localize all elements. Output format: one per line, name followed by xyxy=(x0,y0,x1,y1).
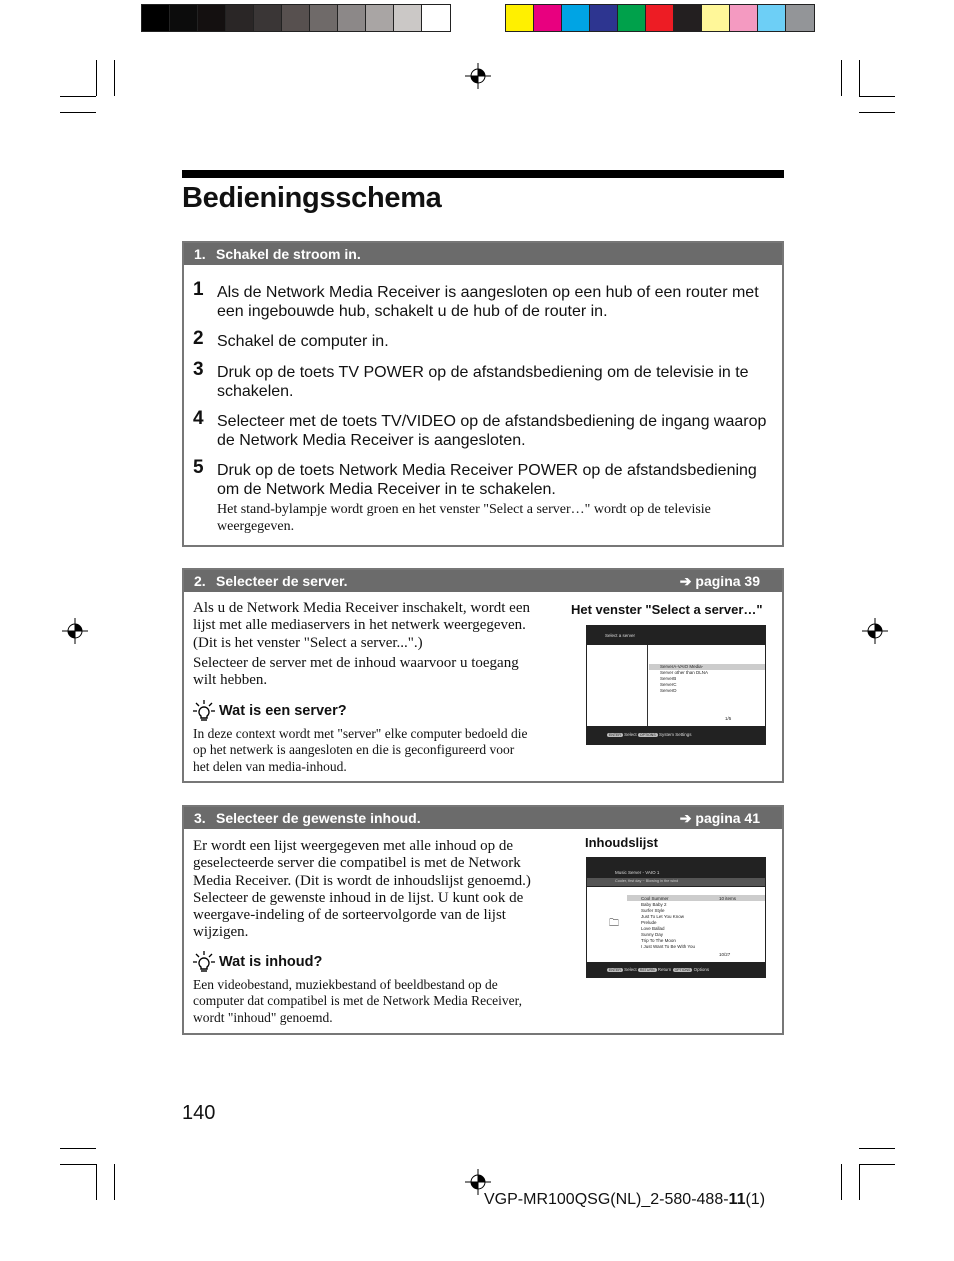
tip-title: Wat is een server? xyxy=(219,703,347,719)
section-header xyxy=(184,243,782,265)
track-item[interactable]: Trip To The Moon xyxy=(641,938,676,943)
options-key: OPTIONS xyxy=(639,733,656,737)
color-swatch xyxy=(366,5,394,31)
color-swatch xyxy=(590,5,618,31)
color-swatch xyxy=(394,5,422,31)
registration-mark-icon xyxy=(862,618,888,644)
track-item[interactable]: Baby Baby 2 xyxy=(641,902,667,907)
color-swatch xyxy=(422,5,450,31)
tip-title: Wat is inhoud? xyxy=(219,954,323,970)
footer-label: Select xyxy=(624,732,637,737)
color-swatch xyxy=(786,5,814,31)
select-server-screen xyxy=(586,625,766,745)
footer-label: Options xyxy=(693,967,710,972)
step-text: Druk op de toets TV POWER op de afstandsbediening om de televisie in te schakelen. xyxy=(217,364,749,400)
section-header xyxy=(184,807,782,829)
server-item[interactable]: ServerC xyxy=(660,682,677,687)
color-calibration-bar xyxy=(505,4,815,32)
screen-footer xyxy=(587,962,765,977)
footer-label: Select xyxy=(624,967,637,972)
color-swatch xyxy=(338,5,366,31)
color-swatch xyxy=(506,5,534,31)
section-number: 3. xyxy=(194,810,206,826)
step-number: 2 xyxy=(193,328,204,349)
color-swatch xyxy=(170,5,198,31)
screen-divider xyxy=(647,645,648,727)
page-reference: ➔ pagina 41 xyxy=(679,810,760,826)
options-key: OPTIONS xyxy=(674,968,691,972)
tip-heading xyxy=(193,700,347,722)
step-number: 1 xyxy=(193,279,204,300)
screen-title: Music Server - VAIO 1 xyxy=(615,870,660,875)
server-item[interactable]: ServerB xyxy=(660,676,677,681)
screen-footer xyxy=(587,726,765,744)
crop-mark xyxy=(60,112,96,113)
lightbulb-icon xyxy=(193,951,215,973)
title-rule xyxy=(182,170,784,178)
step-text: Druk op de toets Network Media Receiver POWER op de afstandsbediening om de Network Media Receiver in te schakelen. xyxy=(217,462,757,498)
step-text: Selecteer met de toets TV/VIDEO op de afstandsbediening de ingang waarop de Network Media Receiver is aangesloten. xyxy=(217,413,767,449)
figure-caption: Inhoudslijst xyxy=(585,835,658,850)
server-item[interactable]: ServerD xyxy=(660,688,677,693)
color-swatch xyxy=(310,5,338,31)
grayscale-calibration-bar xyxy=(141,4,451,32)
color-swatch xyxy=(618,5,646,31)
tip-text: Een videobestand, muziekbestand of beeldbestand op de computer dat compatibel is met de Network Media Receiver, wordt "inhoud" genoemd. xyxy=(193,977,522,1025)
section-heading: Selecteer de server. xyxy=(216,573,348,589)
footer-label: Return xyxy=(657,967,672,972)
crop-mark xyxy=(841,60,842,96)
page-indicator: 10/27 xyxy=(719,952,731,957)
return-key: RETURN xyxy=(639,968,655,972)
section-power-on xyxy=(182,241,784,547)
document-id-prefix: VGP-MR100QSG(NL)_2-580-488- xyxy=(484,1191,729,1208)
step-text: Schakel de computer in. xyxy=(217,333,389,350)
intro-paragraph: Als u de Network Media Receiver inschakelt, wordt een lijst met alle mediaservers in het netwerk weergegeven. (Dit is het venster "Select a server...".) xyxy=(193,600,530,651)
color-swatch xyxy=(562,5,590,31)
color-swatch xyxy=(282,5,310,31)
color-swatch xyxy=(226,5,254,31)
section-select-server xyxy=(182,568,784,783)
footer-hint xyxy=(607,732,691,737)
page-indicator: 1/5 xyxy=(725,716,732,721)
step-number: 3 xyxy=(193,359,204,380)
screen-subtitle: Cooler, first day ~ Blowing in the wind xyxy=(615,879,679,883)
page-reference: ➔ pagina 39 xyxy=(679,573,760,589)
crop-mark xyxy=(60,96,96,97)
color-swatch xyxy=(758,5,786,31)
track-item[interactable]: Surfer Style xyxy=(641,908,665,913)
section-heading: Selecteer de gewenste inhoud. xyxy=(216,810,421,826)
enter-key: ENTER xyxy=(609,968,621,972)
page-number: 140 xyxy=(182,1102,216,1124)
crop-mark xyxy=(114,60,115,96)
screen-title-bar xyxy=(587,626,765,645)
section-number: 1. xyxy=(194,246,206,262)
crop-mark xyxy=(60,1148,96,1149)
footer-label: System Settings xyxy=(658,732,692,737)
registration-mark-icon xyxy=(62,618,88,644)
color-swatch xyxy=(674,5,702,31)
screen-title-bar xyxy=(587,858,765,887)
crop-mark xyxy=(114,1164,115,1200)
figure-caption: Het venster "Select a server…" xyxy=(571,602,763,617)
color-swatch xyxy=(254,5,282,31)
color-swatch xyxy=(646,5,674,31)
track-item[interactable]: Cool Summer xyxy=(641,896,669,901)
instruction-paragraph: Selecteer de server met de inhoud waarvoor u toegang wilt hebben. xyxy=(193,655,519,689)
color-swatch xyxy=(142,5,170,31)
section-heading: Schakel de stroom in. xyxy=(216,246,361,262)
crop-mark xyxy=(841,1164,842,1200)
lightbulb-icon xyxy=(193,700,215,722)
color-swatch xyxy=(702,5,730,31)
crop-mark xyxy=(96,60,97,96)
tip-heading xyxy=(193,951,322,973)
tip-text: In deze context wordt met "server" elke computer bedoeld die op het netwerk is aangesloten en die is geconfigureerd voor het delen van media-inhoud. xyxy=(193,726,528,774)
step-5-note: Het stand-bylampje wordt groen en het venster "Select a server…" wordt op de televisie weergegeven. xyxy=(217,502,711,534)
page-title: Bedieningsschema xyxy=(182,182,442,214)
crop-mark xyxy=(859,1164,895,1165)
step-number: 5 xyxy=(193,457,204,478)
server-item[interactable]: Server other than DLNA xyxy=(660,670,709,675)
section-select-content xyxy=(182,805,784,1035)
crop-mark xyxy=(859,60,860,96)
footer-hint xyxy=(607,967,709,972)
document-id-suffix: (1) xyxy=(745,1191,766,1208)
crop-mark xyxy=(859,1148,895,1149)
section-number: 2. xyxy=(194,573,206,589)
track-item[interactable]: Love Ballad xyxy=(641,926,665,931)
crop-mark xyxy=(859,1164,860,1200)
server-item[interactable]: ServerA-VAIO Media- xyxy=(660,664,704,669)
enter-key: ENTER xyxy=(609,733,621,737)
track-item[interactable]: Sunny Day xyxy=(641,932,664,937)
track-item[interactable]: Just To Let You Know xyxy=(641,914,684,919)
step-text: Als de Network Media Receiver is aangesloten op een hub of een router met een ingebouwde hub, schakelt u de hub of de router in. xyxy=(217,284,759,320)
color-swatch xyxy=(534,5,562,31)
crop-mark xyxy=(859,112,895,113)
document-id xyxy=(484,1191,765,1209)
document-id-bold: 11 xyxy=(728,1191,746,1208)
item-count: 10 items xyxy=(719,896,737,901)
color-swatch xyxy=(730,5,758,31)
color-swatch xyxy=(198,5,226,31)
step-number: 4 xyxy=(193,408,204,429)
content-list-screen xyxy=(586,857,766,978)
registration-mark-icon xyxy=(465,63,491,89)
section-header xyxy=(184,570,782,592)
screen-title: Select a server xyxy=(605,633,636,638)
intro-paragraph: Er wordt een lijst weergegeven met alle inhoud op de geselecteerde server die compatibel is met de Network Media Receiver. (Dit is wordt de inhoudslijst genoemd.) Selecteer de gewenste inhoud in de lijst. U kunt ook de weergave-indeling of de sorteervolgorde van de lijst wijzigen. xyxy=(193,838,531,941)
folder-icon: 🗀 xyxy=(609,918,619,929)
crop-mark xyxy=(859,96,895,97)
crop-mark xyxy=(60,1164,96,1165)
crop-mark xyxy=(96,1164,97,1200)
track-item[interactable]: I Just Want To Be With You xyxy=(641,944,696,949)
track-item[interactable]: Prelude xyxy=(641,920,657,925)
